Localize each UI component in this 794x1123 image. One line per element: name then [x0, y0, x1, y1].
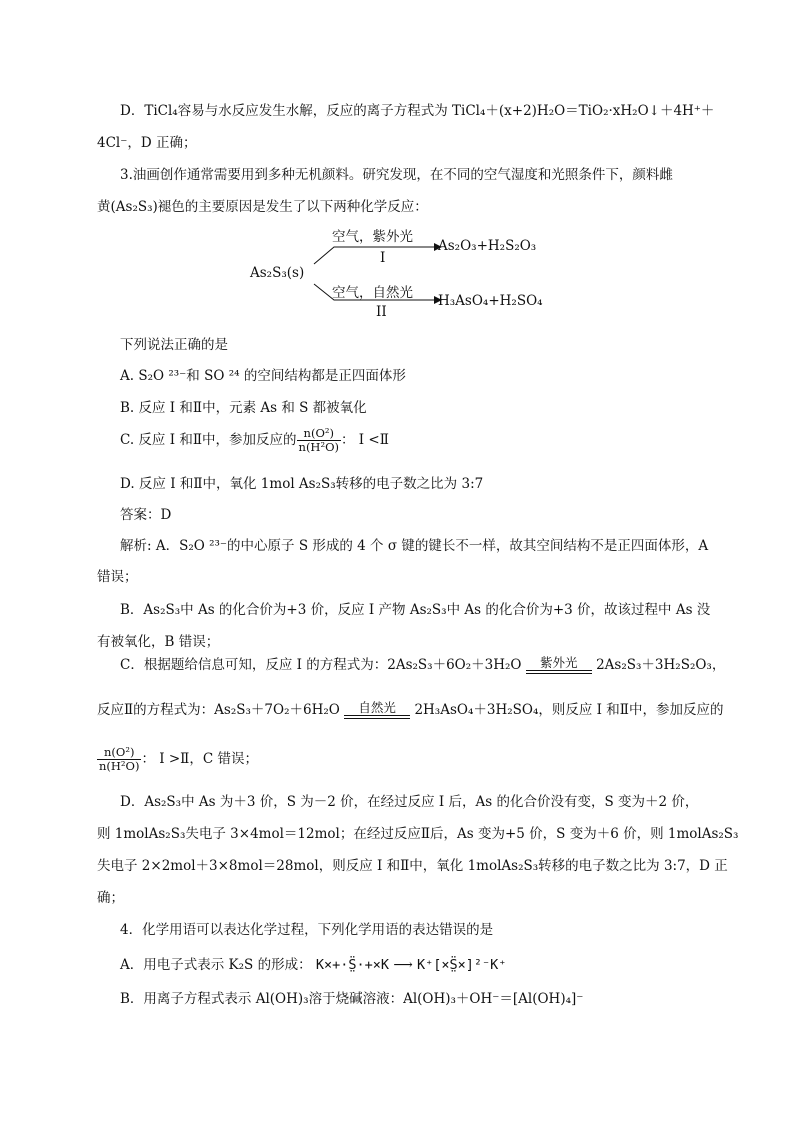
fraction-denominator: n(H²O): [99, 759, 140, 773]
answer: 答案：D: [120, 507, 172, 523]
option-c-fraction: [297, 427, 341, 454]
reaction-scheme: [250, 222, 570, 322]
question3-stem-line1: 3.油画创作通常需要用到多种无机颜料。研究发现，在不同的空气湿度和光照条件下，颜料雌: [120, 167, 673, 183]
option-b: B. 反应 I 和Ⅱ中，元素 As 和 S 都被氧化: [120, 400, 367, 416]
scheme-bottom-label: II: [376, 304, 387, 320]
scheme-bottom-product: H₃AsO₄+H₂SO₄: [438, 293, 543, 309]
question4-option-b: B．用离子方程式表示 Al(OH)₃溶于烧碱溶液：Al(OH)₃＋OH⁻＝[Al(OH)₄]⁻: [120, 991, 584, 1007]
option-c: [120, 427, 389, 454]
equation-II-condition: 自然光: [358, 700, 396, 715]
explanation-d-line2: 则 1molAs₂S₃失电子 3×4mol＝12mol；在经过反应Ⅱ后，As 变为+5 价，S 变为＋6 价，则 1molAs₂S₃: [97, 826, 739, 842]
formation-arrow-icon: ⟶: [393, 957, 413, 973]
option-d-explanation-line1: D．TiCl₄容易与水反应发生水解，反应的离子方程式为 TiCl₄＋(x+2)H₂O＝TiO₂·xH₂O↓＋4H⁺＋: [120, 103, 715, 119]
equation-II-arrow: [344, 701, 410, 719]
scheme-bottom-condition: 空气，自然光: [332, 285, 413, 301]
equation-I-condition: 紫外光: [540, 655, 578, 670]
scheme-top-label: I: [380, 250, 386, 266]
explanation-a-line1: 解析: A．S₂O ²³⁻的中心原子 S 形成的 4 个 σ 键的键长不一样，故其空间结构不是正四面体形，A: [120, 538, 709, 554]
fraction-denominator: n(H²O): [298, 440, 339, 454]
option-c-comparison: ： I <Ⅱ: [340, 432, 389, 448]
explanation-d-line3: 失电子 2×2mol＋3×8mol＝28mol，则反应 I 和Ⅱ中，氧化 1molAs₂S₃转移的电子数之比为 3:7，D 正: [97, 858, 728, 874]
equation-II-products: 2H₃AsO₄＋3H₂SO₄，则反应 I 和Ⅱ中，参加反应的: [414, 702, 724, 718]
question4-option-a-text: A．用电子式表示 K₂S 的形成：: [120, 957, 312, 973]
fraction-numerator: n(O²): [297, 427, 341, 441]
option-d: D. 反应 I 和Ⅱ中，氧化 1mol As₂S₃转移的电子数之比为 3:7: [120, 476, 484, 492]
arrow-reaction-I: [314, 247, 434, 264]
scheme-reactant: As₂S₃(s): [250, 265, 305, 281]
equation-I-products: 2As₂S₃＋3H₂S₂O₃，: [596, 657, 726, 673]
equation-II-reactants: 反应Ⅱ的方程式为：As₂S₃＋7O₂＋6H₂O: [97, 702, 340, 718]
explanation-d-line4: 确；: [97, 890, 124, 906]
question4-option-a: [120, 956, 506, 974]
option-a: A. S₂O ²³⁻和 SO ²⁴ 的空间结构都是正四面体形: [120, 368, 406, 384]
question4-stem: 4．化学用语可以表达化学过程，下列化学用语的表达错误的是: [120, 922, 494, 938]
electron-formula-reactants: K×+·S̤̈·+×K: [315, 957, 390, 973]
explanation-b-line1: B．As₂S₃中 As 的化合价为+3 价，反应 I 产物 As₂S₃中 As 的化合价为+3 价，故该过程中 As 没: [120, 602, 711, 618]
option-d-explanation-line2: 4Cl⁻，D 正确；: [97, 135, 197, 151]
explanation-c-fraction: [97, 746, 141, 773]
electron-formula-product: K⁺[×S̤̈×]²⁻K⁺: [416, 957, 507, 973]
fraction-numerator: n(O²): [97, 746, 141, 760]
explanation-d-line1: D．As₂S₃中 As 为＋3 价，S 为－2 价，在经过反应 I 后，As 的化合价没有变，S 变为＋2 价，: [120, 794, 699, 810]
equation-I-arrow: [526, 656, 592, 674]
scheme-top-product: As₂O₃+H₂S₂O₃: [438, 238, 537, 254]
question3-stem-line2: 黄(As₂S₃)褪色的主要原因是发生了以下两种化学反应：: [97, 199, 428, 215]
explanation-b-line2: 有被氧化，B 错误；: [97, 634, 220, 650]
explanation-c-conclusion: ： I >Ⅱ，C 错误；: [141, 751, 258, 767]
equation-I-reactants: C．根据题给信息可知，反应 I 的方程式为：2As₂S₃＋6O₂＋3H₂O: [120, 657, 522, 673]
explanation-c-line3: [97, 746, 258, 773]
explanation-a-line2: 错误；: [97, 569, 138, 585]
scheme-top-condition: 空气，紫外光: [332, 229, 413, 245]
explanation-c-line1: [120, 656, 725, 674]
option-c-text: C. 反应 I 和Ⅱ中，参加反应的: [120, 432, 297, 448]
explanation-c-line2: [97, 701, 723, 719]
question3-ask: 下列说法正确的是: [120, 337, 228, 353]
